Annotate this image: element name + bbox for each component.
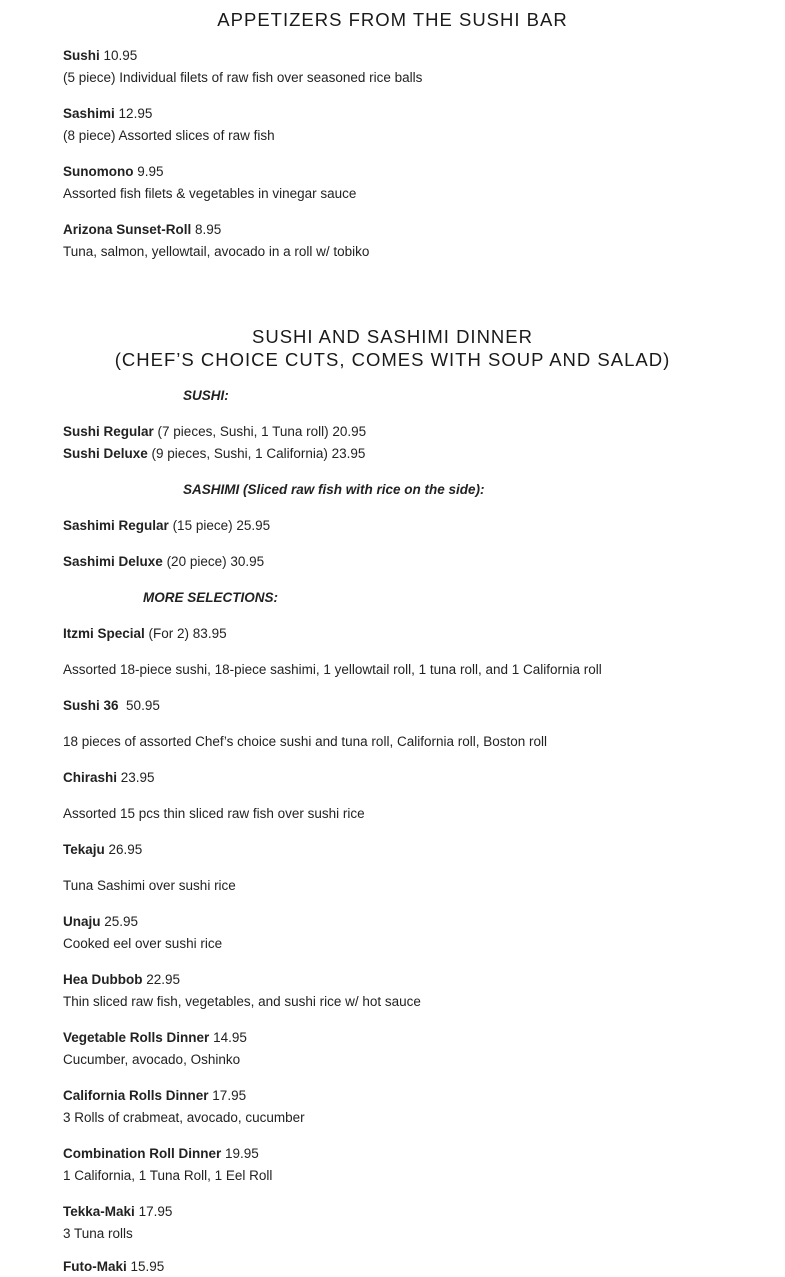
item-description: 3 Tuna rolls (63, 1226, 133, 1241)
dinner-heading: SUSHI AND SASHIMI DINNER (252, 326, 533, 347)
item-name: Vegetable Rolls Dinner (63, 1030, 210, 1045)
menu-item-sashimi (63, 104, 152, 124)
menu-item-chirashi (63, 768, 155, 788)
item-details: 15.95 (130, 1259, 165, 1274)
item-description: Tuna Sashimi over sushi rice (63, 878, 236, 893)
item-name: Tekka-Maki (63, 1204, 135, 1219)
dinner-subheading: (CHEF’S CHOICE CUTS, COMES WITH SOUP AND SALAD) (114, 349, 671, 370)
item-description: Assorted 18-piece sushi, 18-piece sashimi, 1 yellowtail roll, 1 tuna roll, and 1 California roll (63, 662, 602, 677)
item-description: 1 California, 1 Tuna Roll, 1 Eel Roll (63, 1168, 273, 1183)
sushi-label: SUSHI: (183, 388, 229, 403)
menu-item-tekka-maki (63, 1202, 172, 1222)
item-details: 50.95 (126, 698, 160, 713)
item-price: 10.95 (103, 48, 138, 63)
item-details: 17.95 (138, 1204, 173, 1219)
item-name: Sushi Regular (63, 424, 154, 439)
item-price: 8.95 (195, 222, 222, 237)
item-description: Cucumber, avocado, Oshinko (63, 1052, 241, 1067)
item-description: Assorted fish filets & vegetables in vinegar sauce (63, 186, 357, 201)
menu-item-combination-roll-dinner (63, 1144, 259, 1164)
item-description: (8 piece) Assorted slices of raw fish (63, 128, 275, 143)
menu-item-sushi-36 (63, 696, 160, 716)
item-description: Tuna, salmon, yellowtail, avocado in a roll w/ tobiko (63, 244, 370, 259)
item-name: Combination Roll Dinner (63, 1146, 222, 1161)
item-name: Sashimi (63, 106, 115, 121)
item-name: Hea Dubbob (63, 972, 143, 987)
item-details: (15 piece) 25.95 (172, 518, 271, 533)
item-price: 12.95 (118, 106, 153, 121)
menu-item-tekaju (63, 840, 142, 860)
menu-item-vegetable-rolls-dinner (63, 1028, 247, 1048)
menu-item-california-rolls-dinner (63, 1086, 246, 1106)
item-details: 22.95 (146, 972, 181, 987)
menu-item-sushi-regular (63, 422, 366, 442)
item-name: Sushi Deluxe (63, 446, 148, 461)
menu-item-sashimi-regular (63, 516, 270, 536)
menu-item-unaju (63, 912, 138, 932)
item-details: 23.95 (120, 770, 155, 785)
sashimi-label: SASHIMI (Sliced raw fish with rice on the side): (183, 482, 485, 497)
item-details: 14.95 (213, 1030, 247, 1045)
menu-item-sunomono (63, 162, 164, 182)
item-name: Tekaju (63, 842, 105, 857)
item-details: 19.95 (225, 1146, 259, 1161)
menu-item-arizona-sunset-roll (63, 220, 221, 240)
item-name: Futo-Maki (63, 1259, 127, 1274)
item-details: (For 2) 83.95 (148, 626, 227, 641)
item-name: California Rolls Dinner (63, 1088, 209, 1103)
item-details: (9 pieces, Sushi, 1 California) 23.95 (151, 446, 366, 461)
menu-item-futo-maki (63, 1257, 164, 1277)
menu-item-itzmi-special (63, 624, 227, 644)
item-name: Unaju (63, 914, 101, 929)
item-name: Sashimi Regular (63, 518, 169, 533)
item-details: (20 piece) 30.95 (166, 554, 265, 569)
menu-item-hea-dubbob (63, 970, 180, 990)
item-description: Cooked eel over sushi rice (63, 936, 223, 951)
appetizers-heading: APPETIZERS FROM THE SUSHI BAR (217, 9, 568, 30)
item-details: 17.95 (212, 1088, 247, 1103)
item-description: Thin sliced raw fish, vegetables, and sushi rice w/ hot sauce (63, 994, 421, 1009)
item-name: Sashimi Deluxe (63, 554, 163, 569)
item-name: Itzmi Special (63, 626, 145, 641)
item-price: 9.95 (137, 164, 164, 179)
menu-item-sashimi-deluxe (63, 552, 264, 572)
item-details: (7 pieces, Sushi, 1 Tuna roll) 20.95 (157, 424, 367, 439)
item-description: Assorted 15 pcs thin sliced raw fish over sushi rice (63, 806, 365, 821)
more-selections-label: MORE SELECTIONS: (143, 590, 279, 605)
item-details: 25.95 (104, 914, 139, 929)
item-description: 3 Rolls of crabmeat, avocado, cucumber (63, 1110, 305, 1125)
item-name: Sushi 36 (63, 698, 119, 713)
menu-item-sushi (63, 46, 137, 66)
item-name: Sunomono (63, 164, 134, 179)
menu-item-sushi-deluxe (63, 444, 365, 464)
item-name: Chirashi (63, 770, 118, 785)
item-name: Arizona Sunset-Roll (63, 222, 192, 237)
item-description: (5 piece) Individual filets of raw fish over seasoned rice balls (63, 70, 423, 85)
item-name: Sushi (63, 48, 100, 63)
item-description: 18 pieces of assorted Chef’s choice sushi and tuna roll, California roll, Boston roll (63, 734, 548, 749)
item-details: 26.95 (108, 842, 143, 857)
